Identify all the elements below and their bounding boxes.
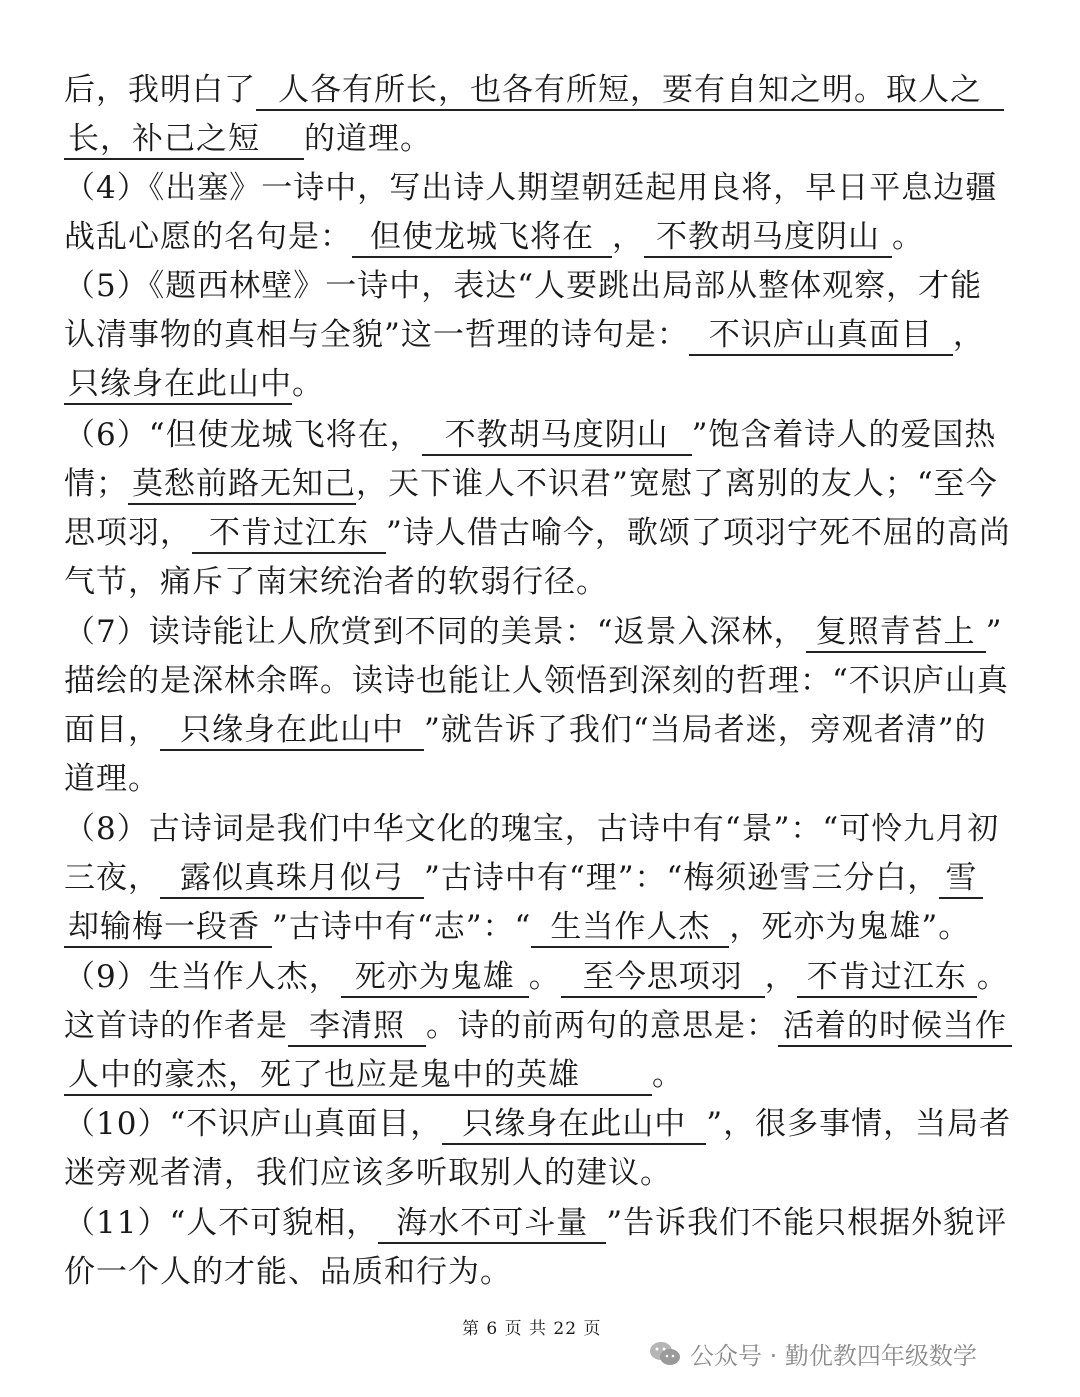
- line-text: ”诗人借古喻今，歌颂了项羽宁死不屈的高尚: [386, 515, 1011, 551]
- line-text: ”古诗中有“理”：“梅须逊雪三分白，: [424, 860, 940, 896]
- answer-blank: 至今思项羽: [561, 958, 765, 998]
- answer-blank: 复照青苔上: [806, 613, 986, 653]
- line-text: 。: [892, 219, 924, 255]
- line-text: 战乱心愿的名句是：: [64, 219, 352, 255]
- text-line-1: [64, 66, 1024, 115]
- line-text: （9）生当作人杰，: [64, 959, 341, 995]
- line-text: ，天下谁人不识君”宽慰了离别的友人；“至今: [356, 466, 998, 502]
- answer-blank: 只缘身在此山中: [64, 365, 292, 405]
- answer-blank: 却输梅一段香: [64, 908, 272, 948]
- page-number: 第 6 页 共 22 页: [462, 1319, 602, 1339]
- line-text: ，: [612, 219, 644, 255]
- text-line-19: [64, 953, 1024, 1002]
- answer-blank: 不教胡马度阴山: [644, 218, 892, 258]
- watermark: [648, 1336, 977, 1371]
- line-text: ，: [764, 959, 797, 995]
- line-text: （7）读诗能让人欣赏到不同的美景：“返景入深林，: [64, 614, 806, 650]
- answer-blank: 露似真珠月似弓: [160, 859, 424, 899]
- line-text: 的道理。: [304, 121, 432, 157]
- wechat-icon: [648, 1340, 682, 1368]
- text-line-11: [64, 558, 1024, 607]
- line-text: 后，我明白了: [64, 72, 256, 108]
- text-line-10: [64, 509, 1024, 558]
- line-text: 。: [652, 1057, 684, 1093]
- line-text: ”告诉我们不能只根据外貌评: [606, 1205, 1008, 1241]
- answer-blank: 雪: [939, 859, 983, 899]
- answer-blank: 不肯过江东: [797, 958, 977, 998]
- text-line-24: [64, 1199, 1024, 1248]
- answer-blank: 只缘身在此山中: [442, 1105, 706, 1145]
- line-text: 这首诗的作者是: [64, 1008, 288, 1044]
- line-text: 描绘的是深林余晖。读诗也能让人领悟到深刻的哲理：“不识庐山真: [64, 663, 1009, 699]
- answer-blank: 长，补己之短: [64, 120, 304, 160]
- line-text: 认清事物的真相与全貌”这一哲理的诗句是：: [64, 317, 689, 353]
- answer-blank: 不肯过江东: [192, 514, 386, 554]
- line-text: ”就告诉了我们“当局者迷，旁观者清”的: [424, 712, 987, 748]
- line-text: 。诗的前两句的意思是：: [426, 1008, 778, 1044]
- text-line-4: [64, 213, 1024, 262]
- answer-blank: 人各有所长，也各有所短，要有自知之明。取人之: [256, 71, 1004, 111]
- text-line-15: [64, 755, 1024, 804]
- text-line-12: [64, 608, 1024, 657]
- text-line-3: [64, 164, 1024, 213]
- line-text: 价一个人的才能、品质和行为。: [64, 1254, 512, 1290]
- answer-blank: 李清照: [288, 1007, 426, 1047]
- line-text: ，: [952, 317, 985, 353]
- line-text: （8）古诗词是我们中华文化的瑰宝，古诗中有“景”：“可怜九月初: [64, 811, 1000, 847]
- line-text: ”: [985, 614, 1003, 650]
- line-text: （10）“不识庐山真面目，: [64, 1106, 443, 1142]
- text-line-14: [64, 706, 1024, 755]
- line-text: 。: [528, 959, 561, 995]
- line-text: 情；: [64, 466, 128, 502]
- line-text: ”饱含着诗人的爱国热: [691, 417, 997, 453]
- answer-blank: 莫愁前路无知己: [128, 465, 356, 505]
- line-text: ”，很多事情，当局者: [706, 1106, 1012, 1142]
- answer-blank: 但使龙城飞将在: [352, 218, 612, 258]
- line-text: 道理。: [64, 761, 160, 797]
- text-line-20: [64, 1002, 1024, 1051]
- watermark-text: 公众号 · 勤优教四年级数学: [690, 1342, 977, 1370]
- answer-blank: 只缘身在此山中: [160, 711, 424, 751]
- line-text: 三夜，: [64, 860, 160, 896]
- line-text: 迷旁观者清，我们应该多听取别人的建议。: [64, 1155, 672, 1191]
- text-line-17: [64, 854, 1024, 903]
- text-line-9: [64, 460, 1024, 509]
- line-text: （6）“但使龙城飞将在，: [64, 417, 422, 453]
- line-text: （5）《题西林壁》一诗中，表达“人要跳出局部从整体观察，才能: [64, 268, 983, 304]
- text-line-23: [64, 1149, 1024, 1198]
- line-text: ”古诗中有“志”：“: [272, 909, 532, 945]
- text-line-5: [64, 262, 1024, 311]
- text-line-6: [64, 311, 1024, 360]
- line-text: 面目，: [64, 712, 160, 748]
- text-line-25: [64, 1248, 1024, 1297]
- text-line-7: [64, 360, 1024, 409]
- text-line-13: [64, 657, 1024, 706]
- line-text: 思项羽，: [64, 515, 192, 551]
- line-text: 气节，痛斥了南宋统治者的软弱行径。: [64, 564, 608, 600]
- text-line-2: [64, 115, 1024, 164]
- answer-blank: 不教胡马度阴山: [422, 416, 692, 456]
- line-text: ，死亦为鬼雄”。: [729, 909, 971, 945]
- answer-blank: 不识庐山真面目: [689, 316, 953, 356]
- line-text: （4）《出塞》一诗中，写出诗人期望朝廷起用良将，早日平息边疆: [64, 170, 998, 206]
- line-text: （11）“人不可貌相，: [64, 1205, 379, 1241]
- answer-blank: 生当作人杰: [531, 908, 729, 948]
- answer-blank: 人中的豪杰，死了也应是鬼中的英雄: [64, 1056, 652, 1096]
- text-line-16: [64, 805, 1024, 854]
- text-line-8: [64, 411, 1024, 460]
- text-line-22: [64, 1100, 1024, 1149]
- answer-blank: 活着的时候当作: [778, 1007, 1012, 1047]
- text-line-18: [64, 903, 1024, 952]
- answer-blank: 海水不可斗量: [378, 1204, 606, 1244]
- line-text: 。: [976, 959, 1009, 995]
- text-line-21: [64, 1051, 1024, 1100]
- answer-blank: 死亦为鬼雄: [341, 958, 529, 998]
- line-text: 。: [292, 366, 324, 402]
